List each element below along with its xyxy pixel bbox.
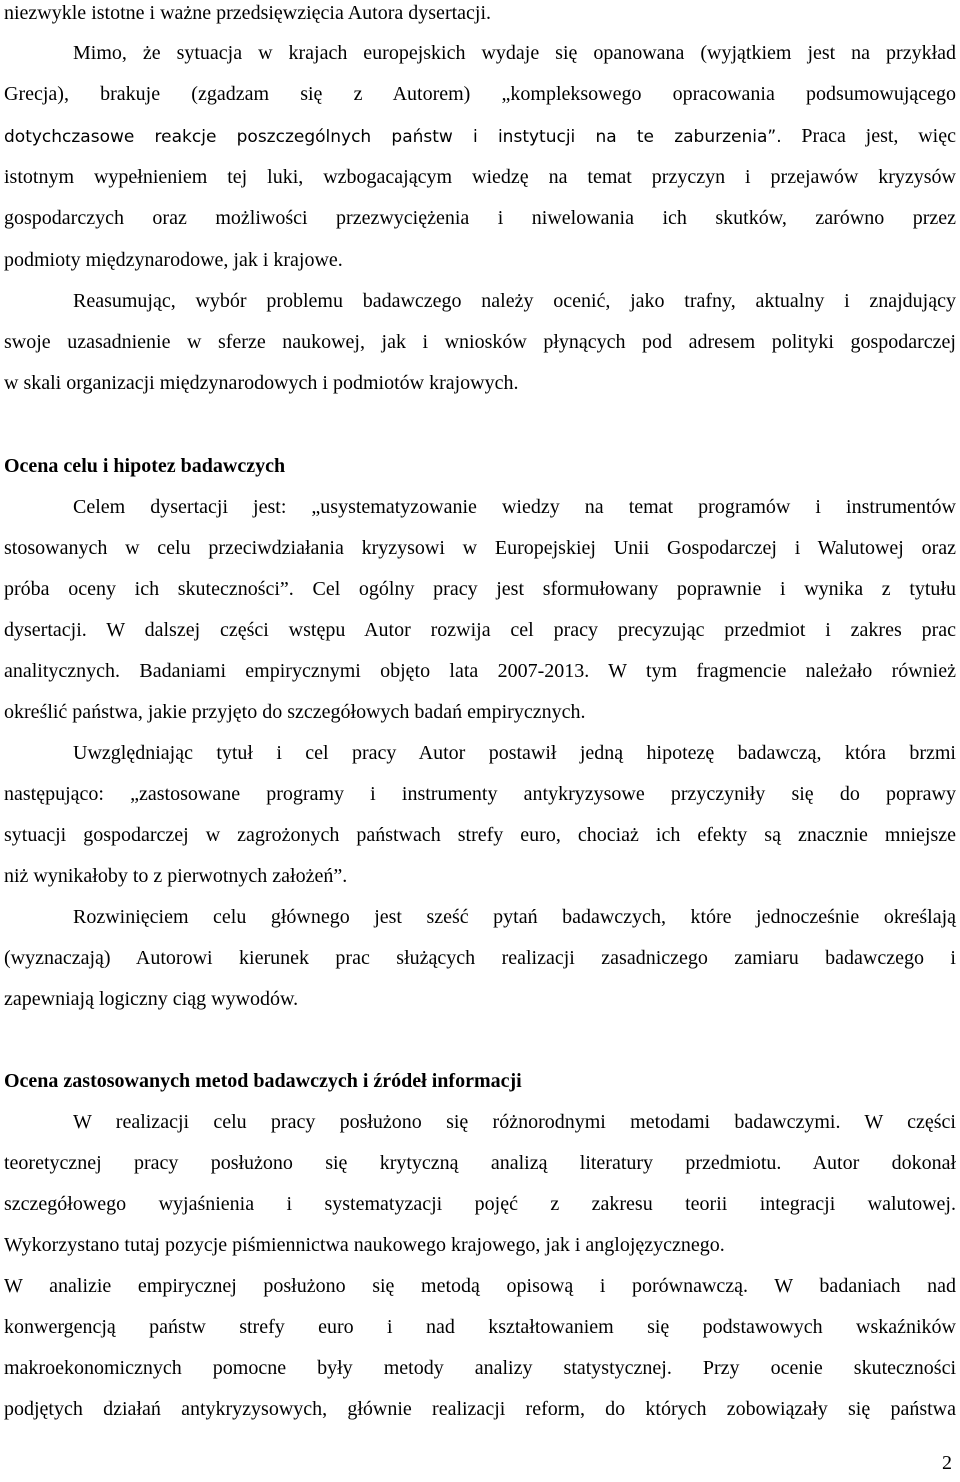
text-line: konwergencją państw strefy euro i nad kształtowaniem się podstawowych wskaźników: [4, 1316, 956, 1338]
text-line: Celem dysertacji jest: „usystematyzowanie wiedzy na temat programów i instrumentów: [73, 496, 956, 518]
text-line: teoretycznej pracy posłużono się krytyczną analizą literatury przedmiotu. Autor dokonał: [4, 1152, 956, 1174]
text-line: sytuacji gospodarczej w zagrożonych państwach strefy euro, chociaż ich efekty są znacznie mniejsze: [4, 824, 956, 846]
text-line: szczegółowego wyjaśnienia i systematyzacji pojęć z zakresu teorii integracji walutowej.: [4, 1193, 956, 1215]
section-heading: Ocena celu i hipotez badawczych: [4, 455, 286, 477]
text-line: W realizacji celu pracy posłużono się różnorodnymi metodami badawczymi. W części: [73, 1111, 956, 1133]
text-line: stosowanych w celu przeciwdziałania kryzysowi w Europejskiej Unii Gospodarczej i Walutowej oraz: [4, 537, 956, 559]
text-line: Grecja), brakuje (zgadzam się z Autorem) „kompleksowego opracowania podsumowującego: [4, 83, 956, 105]
text-line: (wyznaczają) Autorowi kierunek prac służących realizacji zasadniczego zamiaru badawczego i: [4, 947, 956, 969]
text-line: niezwykle istotne i ważne przedsięwzięcia Autora dysertacji.: [4, 2, 492, 24]
page-number: 2: [942, 1452, 952, 1474]
text-line: dysertacji. W dalszej części wstępu Autor rozwija cel pracy precyzując przedmiot i zakres prac: [4, 619, 956, 641]
text-line: w skali organizacji międzynarodowych i podmiotów krajowych.: [4, 372, 519, 394]
text-line: określić państwa, jakie przyjęto do szczegółowych badań empirycznych.: [4, 701, 586, 723]
text-line: zapewniają logiczny ciąg wywodów.: [4, 988, 299, 1010]
text-line: analitycznych. Badaniami empirycznymi objęto lata 2007-2013. W tym fragmencie należało również: [4, 660, 956, 682]
text-line: niż wynikałoby to z pierwotnych założeń”.: [4, 865, 348, 887]
text-line: [4, 123, 956, 149]
text-line: W analizie empirycznej posłużono się metodą opisową i porównawczą. W badaniach nad: [4, 1275, 956, 1297]
text-line: próba oceny ich skuteczności”. Cel ogólny pracy jest sformułowany poprawnie i wynika z tytułu: [4, 578, 956, 600]
text-line: podjętych działań antykryzysowych, głównie realizacji reform, do których zobowiązały się państwa: [4, 1398, 956, 1420]
text-line: Wykorzystano tutaj pozycje piśmiennictwa naukowego krajowego, jak i anglojęzycznego.: [4, 1234, 725, 1256]
text-line: gospodarczych oraz możliwości przezwyciężenia i niwelowania ich skutków, zarówno przez: [4, 207, 956, 229]
text-line: Mimo, że sytuacja w krajach europejskich wydaje się opanowana (wyjątkiem jest na przykład: [73, 42, 956, 64]
text-span: Praca jest, więc: [781, 125, 956, 147]
text-line: podmioty międzynarodowe, jak i krajowe.: [4, 249, 343, 271]
text-line: następująco: „zastosowane programy i instrumenty antykryzysowe przyczyniły się do poprawy: [4, 783, 956, 805]
text-line: swoje uzasadnienie w sferze naukowej, jak i wniosków płynących pod adresem polityki gospodarczej: [4, 331, 956, 353]
text-span-sans: dotychczasowe reakcje poszczególnych państw i instytucji na te zaburzenia”.: [4, 127, 782, 147]
text-line: Uwzględniając tytuł i cel pracy Autor postawił jedną hipotezę badawczą, która brzmi: [73, 742, 956, 764]
text-line: istotnym wypełnieniem tej luki, wzbogacającym wiedzę na temat przyczyn i przejawów kryzysów: [4, 166, 956, 188]
section-heading: Ocena zastosowanych metod badawczych i źródeł informacji: [4, 1070, 522, 1092]
text-line: Rozwinięciem celu głównego jest sześć pytań badawczych, które jednocześnie określają: [73, 906, 956, 928]
text-line: makroekonomicznych pomocne były metody analizy statystycznej. Przy ocenie skuteczności: [4, 1357, 956, 1379]
text-line: Reasumując, wybór problemu badawczego należy ocenić, jako trafny, aktualny i znajdujący: [73, 290, 956, 312]
